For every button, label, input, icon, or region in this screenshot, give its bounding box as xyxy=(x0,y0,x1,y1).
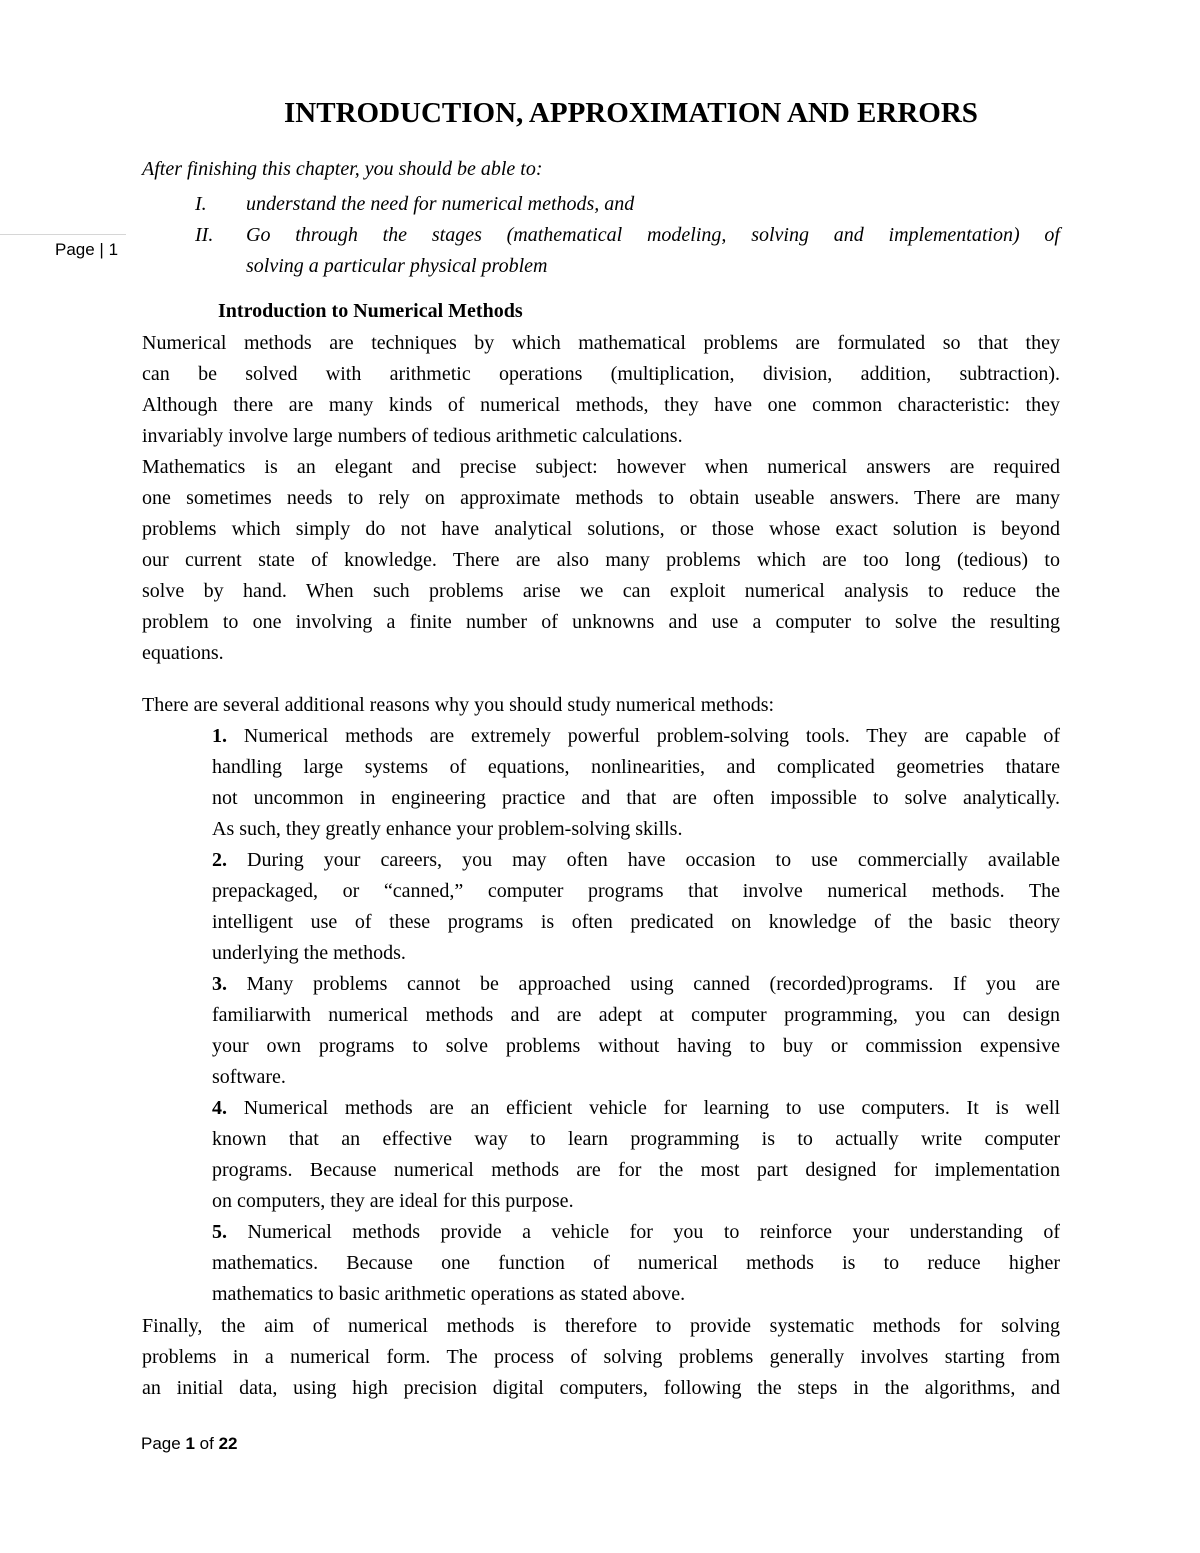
text-line: There are several additional reasons why you should study numerical methods: xyxy=(142,694,775,716)
text-line: prepackaged, or “canned,” computer programs that involve numerical methods. The xyxy=(212,880,1060,902)
objective-number: II. xyxy=(195,224,214,246)
objective-text-line: solving a particular physical problem xyxy=(246,255,548,277)
section-heading: Introduction to Numerical Methods xyxy=(218,300,523,322)
text-line: Although there are many kinds of numerical methods, they have one common characteristic: they xyxy=(142,394,1060,416)
objectives-intro: After finishing this chapter, you should be able to: xyxy=(142,158,543,180)
objective-item xyxy=(142,220,1060,282)
footer-page-word: Page xyxy=(141,1434,181,1453)
text-line: programs. Because numerical methods are for the most part designed for implementation xyxy=(212,1159,1060,1181)
text-line: As such, they greatly enhance your problem-solving skills. xyxy=(212,818,683,840)
text-line: problems which simply do not have analytical solutions, or those whose exact solution is beyond xyxy=(142,518,1060,540)
reason-number: 3. xyxy=(212,973,227,995)
text-line: our current state of knowledge. There are also many problems which are too long (tedious) to xyxy=(142,549,1060,571)
text-line: problem to one involving a finite number of unknowns and use a computer to solve the resulting xyxy=(142,611,1060,633)
text-line: intelligent use of these programs is often predicated on knowledge of the basic theory xyxy=(212,911,1060,933)
objective-number: I. xyxy=(195,193,207,215)
text-line: not uncommon in engineering practice and that are often impossible to solve analytically. xyxy=(212,787,1060,809)
text-line: can be solved with arithmetic operations (multiplication, division, addition, subtraction). xyxy=(142,363,1060,385)
objective-text-line: Go through the stages (mathematical modeling, solving and implementation) of xyxy=(246,224,1060,246)
paragraph-finally xyxy=(142,1311,1060,1404)
text-line: Numerical methods are techniques by which mathematical problems are formulated so that they xyxy=(142,332,1060,354)
footer-total-pages: 22 xyxy=(218,1434,238,1453)
reasons-list xyxy=(212,721,1060,1310)
text-line: handling large systems of equations, nonlinearities, and complicated geometries thatare xyxy=(212,756,1060,778)
page-footer xyxy=(141,1434,237,1454)
reasons-intro xyxy=(142,690,1060,721)
text-line: mathematics to basic arithmetic operations as stated above. xyxy=(212,1283,686,1305)
text-line: software. xyxy=(212,1066,286,1088)
reason-first-line: 1. Numerical methods are extremely powerful problem-solving tools. They are capable of xyxy=(212,725,1060,747)
text-line: underlying the methods. xyxy=(212,942,406,964)
text-line: your own programs to solve problems without having to buy or commission expensive xyxy=(212,1035,1060,1057)
reason-number: 1. xyxy=(212,725,227,747)
text-line: problems in a numerical form. The process of solving problems generally involves starting from xyxy=(142,1346,1060,1368)
reason-first-line: 5. Numerical methods provide a vehicle for you to reinforce your understanding of xyxy=(212,1221,1060,1243)
reason-number: 2. xyxy=(212,849,227,871)
text-line: equations. xyxy=(142,642,224,664)
objective-item xyxy=(142,189,1060,220)
margin-rule xyxy=(0,234,126,235)
text-line: Finally, the aim of numerical methods is therefore to provide systematic methods for solving xyxy=(142,1315,1060,1337)
document-title: INTRODUCTION, APPROXIMATION AND ERRORS xyxy=(284,97,978,129)
text-line: invariably involve large numbers of tedious arithmetic calculations. xyxy=(142,425,683,447)
text-line: Mathematics is an elegant and precise subject: however when numerical answers are required xyxy=(142,456,1060,478)
text-line: one sometimes needs to rely on approximate methods to obtain useable answers. There are many xyxy=(142,487,1060,509)
footer-of-word: of xyxy=(199,1434,214,1453)
text-line: mathematics. Because one function of numerical methods is to reduce higher xyxy=(212,1252,1060,1274)
text-line: familiarwith numerical methods and are adept at computer programming, you can design xyxy=(212,1004,1060,1026)
objective-text: understand the need for numerical methods, and xyxy=(246,193,635,215)
text-line: on computers, they are ideal for this purpose. xyxy=(212,1190,574,1212)
footer-current-page: 1 xyxy=(185,1434,195,1453)
text-line: an initial data, using high precision digital computers, following the steps in the algorithms, and xyxy=(142,1377,1060,1399)
reason-first-line: 2. During your careers, you may often have occasion to use commercially available xyxy=(212,849,1060,871)
margin-page-label: Page | 1 xyxy=(55,240,119,259)
reason-number: 4. xyxy=(212,1097,227,1119)
reason-first-line: 3. Many problems cannot be approached using canned (recorded)programs. If you are xyxy=(212,973,1060,995)
reason-first-line: 4. Numerical methods are an efficient vehicle for learning to use computers. It is well xyxy=(212,1097,1060,1119)
text-line: known that an effective way to learn programming is to actually write computer xyxy=(212,1128,1060,1150)
text-line: solve by hand. When such problems arise we can exploit numerical analysis to reduce the xyxy=(142,580,1060,602)
reason-number: 5. xyxy=(212,1221,227,1243)
paragraph-intro xyxy=(142,328,1060,669)
